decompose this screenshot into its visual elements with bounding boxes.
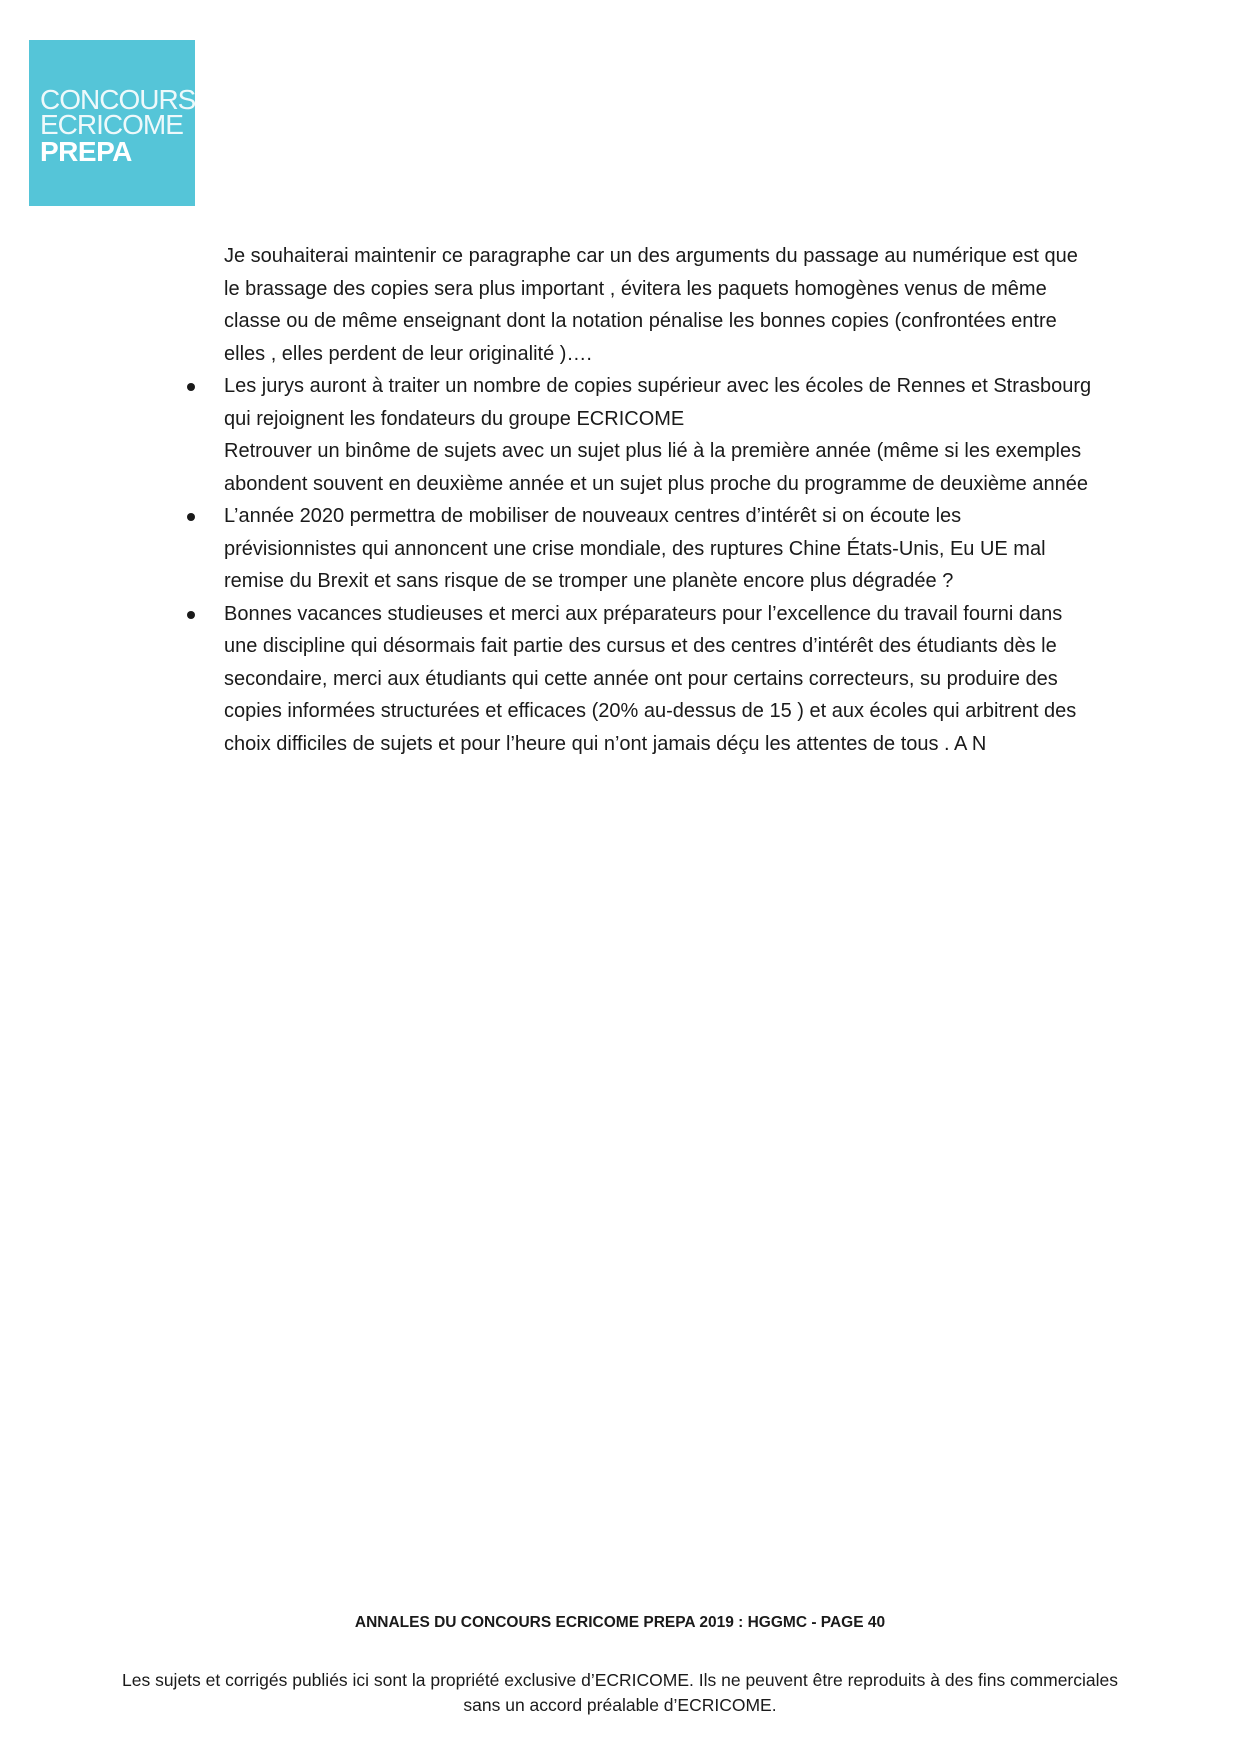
list-item-text: L’année 2020 permettra de mobiliser de nouveaux centres d’intérêt si on écoute les prévisionnistes qui annoncent une crise mondiale, des ruptures Chine États-Unis, Eu UE mal remise du Brexit et sans risque de se tromper une planète encore plus dégradée ? <box>224 505 1046 592</box>
list-item-text: Les jurys auront à traiter un nombre de copies supérieur avec les écoles de Rennes et Strasbourg qui rejoignent les fondateurs du groupe ECRICOME <box>224 375 1092 430</box>
ecricome-logo <box>29 40 195 206</box>
logo-text-concours: CONCOURS <box>40 84 196 115</box>
intro-paragraph: Je souhaiterai maintenir ce paragraphe car un des arguments du passage au numérique est que le brassage des copies sera plus important , évitera les paquets homogènes venus de même classe ou de même enseignant dont la notation pénalise les bonnes copies (confrontées entre elles , elles perdent de leur originalité )…. <box>224 245 1078 365</box>
logo-text-prepa: PREPA <box>40 136 132 167</box>
document-body <box>224 240 1094 760</box>
logo-text-ecricome: ECRICOME <box>40 109 183 140</box>
list-item <box>224 598 1094 761</box>
page-footer-title: ANNALES DU CONCOURS ECRICOME PREPA 2019 : HGGMC - PAGE 40 <box>354 1614 886 1631</box>
bullet-icon <box>187 611 195 619</box>
bullet-icon <box>187 383 195 391</box>
bullet-icon <box>187 513 195 521</box>
copyright-notice: Les sujets et corrigés publiés ici sont la propriété exclusive d’ECRICOME. Ils ne peuvent être reproduits à des fins commerciales sans un accord préalable d’ECRICOME. <box>122 1670 1118 1715</box>
bullet-list <box>224 370 1094 760</box>
list-item <box>224 370 1094 500</box>
list-item-text: Bonnes vacances studieuses et merci aux préparateurs pour l’excellence du travail fourni dans une discipline qui désormais fait partie des cursus et des centres d’intérêt des étudiants dès le secondaire, merci aux étudiants qui cette année ont pour certains correcteurs, su produire des copies informées structurées et efficaces (20% au-dessus de 15 ) et aux écoles qui arbitrent des choix difficiles de sujets et pour l’heure qui n’ont jamais déçu les attentes de tous . A N <box>224 602 1077 755</box>
list-item <box>224 500 1094 598</box>
list-item-continuation: Retrouver un binôme de sujets avec un sujet plus lié à la première année (même si les exemples abondent souvent en deuxième année et un sujet plus proche du programme de deuxième année <box>224 440 1088 495</box>
